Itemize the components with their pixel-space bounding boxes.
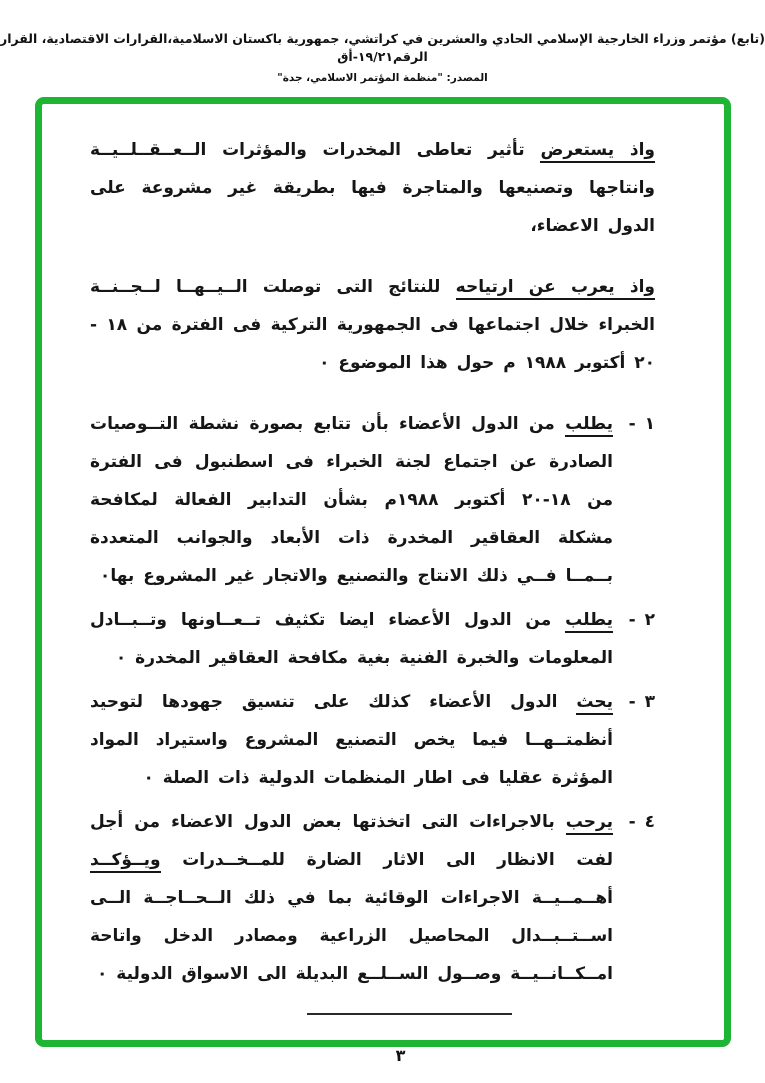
text-segment: الدول الأعضاء كذلك على تنسيق جهودها لتوحيد أنظمتــهــا فيما يخص التصنيع المشروع واستيراد المواد المؤثرة عقليا فى اطار المنظمات الدولية ذات الصلة ٠ [90, 692, 613, 788]
header-reference-line: (تابع) مؤتمر وزراء الخارجية الإسلامي الحادي والعشرين في كراتشي، جمهورية باكستان الاسلامية،القرارات الاقتصادية، القرار الرقم١٩/٢١-أق [0, 31, 765, 64]
item-number: ٢ - [628, 610, 655, 630]
item-text [90, 803, 613, 993]
text-segment: للنتائج التى توصلت الــيــهــا لــجــنــة الخبراء خلال اجتماعها فى الجمهورية التركية فى الفترة من ١٨ - ٢٠ أكتوبر ١٩٨٨ م حول هذا الموضوع ٠ [90, 277, 655, 373]
item-text [90, 601, 613, 677]
underlined-phrase: يحث [576, 692, 613, 715]
underlined-phrase: واذ يستعرض [540, 140, 655, 163]
numbered-item [90, 405, 655, 595]
document-header [0, 0, 765, 86]
header-source-line: المصدر: "منظمة المؤتمر الاسلامي، جدة" [277, 72, 488, 84]
item-text [90, 683, 613, 797]
document-body [42, 104, 724, 1040]
numbered-item [90, 683, 655, 797]
numbered-item [90, 803, 655, 993]
numbered-item [90, 601, 655, 677]
page-footer [0, 1046, 765, 1065]
underlined-phrase: واذ يعرب عن ارتياحه [456, 277, 655, 300]
document-items [90, 405, 655, 993]
underlined-phrase: يرحب [566, 812, 613, 835]
item-number: ٤ - [628, 812, 655, 832]
paragraph [90, 131, 655, 245]
text-segment: من الدول الأعضاء بأن تتابع بصورة نشطة التــوصيات الصادرة عن اجتماع لجنة الخبراء فى اسطنبول فى الفترة من ١٨-٢٠ أكتوبر ١٩٨٨م بشأن التدابير الفعالة لمكافحة مشكلة العقاقير المخدرة ذات الأبعاد والجوانب المتعددة بــمــا فــي ذلك الانتاج والتصنيع والاتجار غير المشروع بها٠ [90, 414, 614, 586]
text-segment: بالاجراءات التى اتخذتها بعض الدول الاعضاء من أجل لفت الانظار الى الاثار الضارة للمــخــدرات [90, 812, 613, 870]
underlined-phrase: ويــؤكــد [90, 850, 161, 873]
underlined-phrase: يطلب [565, 414, 613, 437]
paragraph [90, 268, 655, 382]
text-segment: تأثير تعاطى المخدرات والمؤثرات الــعــقــلــيــة وانتاجها وتصنيعها والمتاجرة فيها بطريقة غير مشروعة على الدول الاعضاء، [90, 140, 655, 236]
document-paragraphs [90, 131, 655, 382]
underlined-phrase: يطلب [565, 610, 613, 633]
green-frame [35, 97, 731, 1047]
item-number: ٣ - [628, 692, 655, 712]
footer-divider [307, 1013, 512, 1015]
text-segment: أهــمــيــة الاجراءات الوقائية بما في ذلك الــحــاجــة الــى اســتــبــدال المحاصيل الزراعية ومصادر الدخل واتاحة امــكــانــيــة وصــول الســلــع البديلة الى الاسواق الدولية ٠ [90, 888, 613, 984]
item-number: ١ - [628, 414, 655, 434]
text-segment: من الدول الأعضاء ايضا تكثيف تــعــاونها وتــبــادل المعلومات والخبرة الفنية بغية مكافحة العقاقير المخدرة ٠ [90, 610, 613, 668]
page-number: ٣ [395, 1046, 406, 1065]
item-text [90, 405, 613, 595]
